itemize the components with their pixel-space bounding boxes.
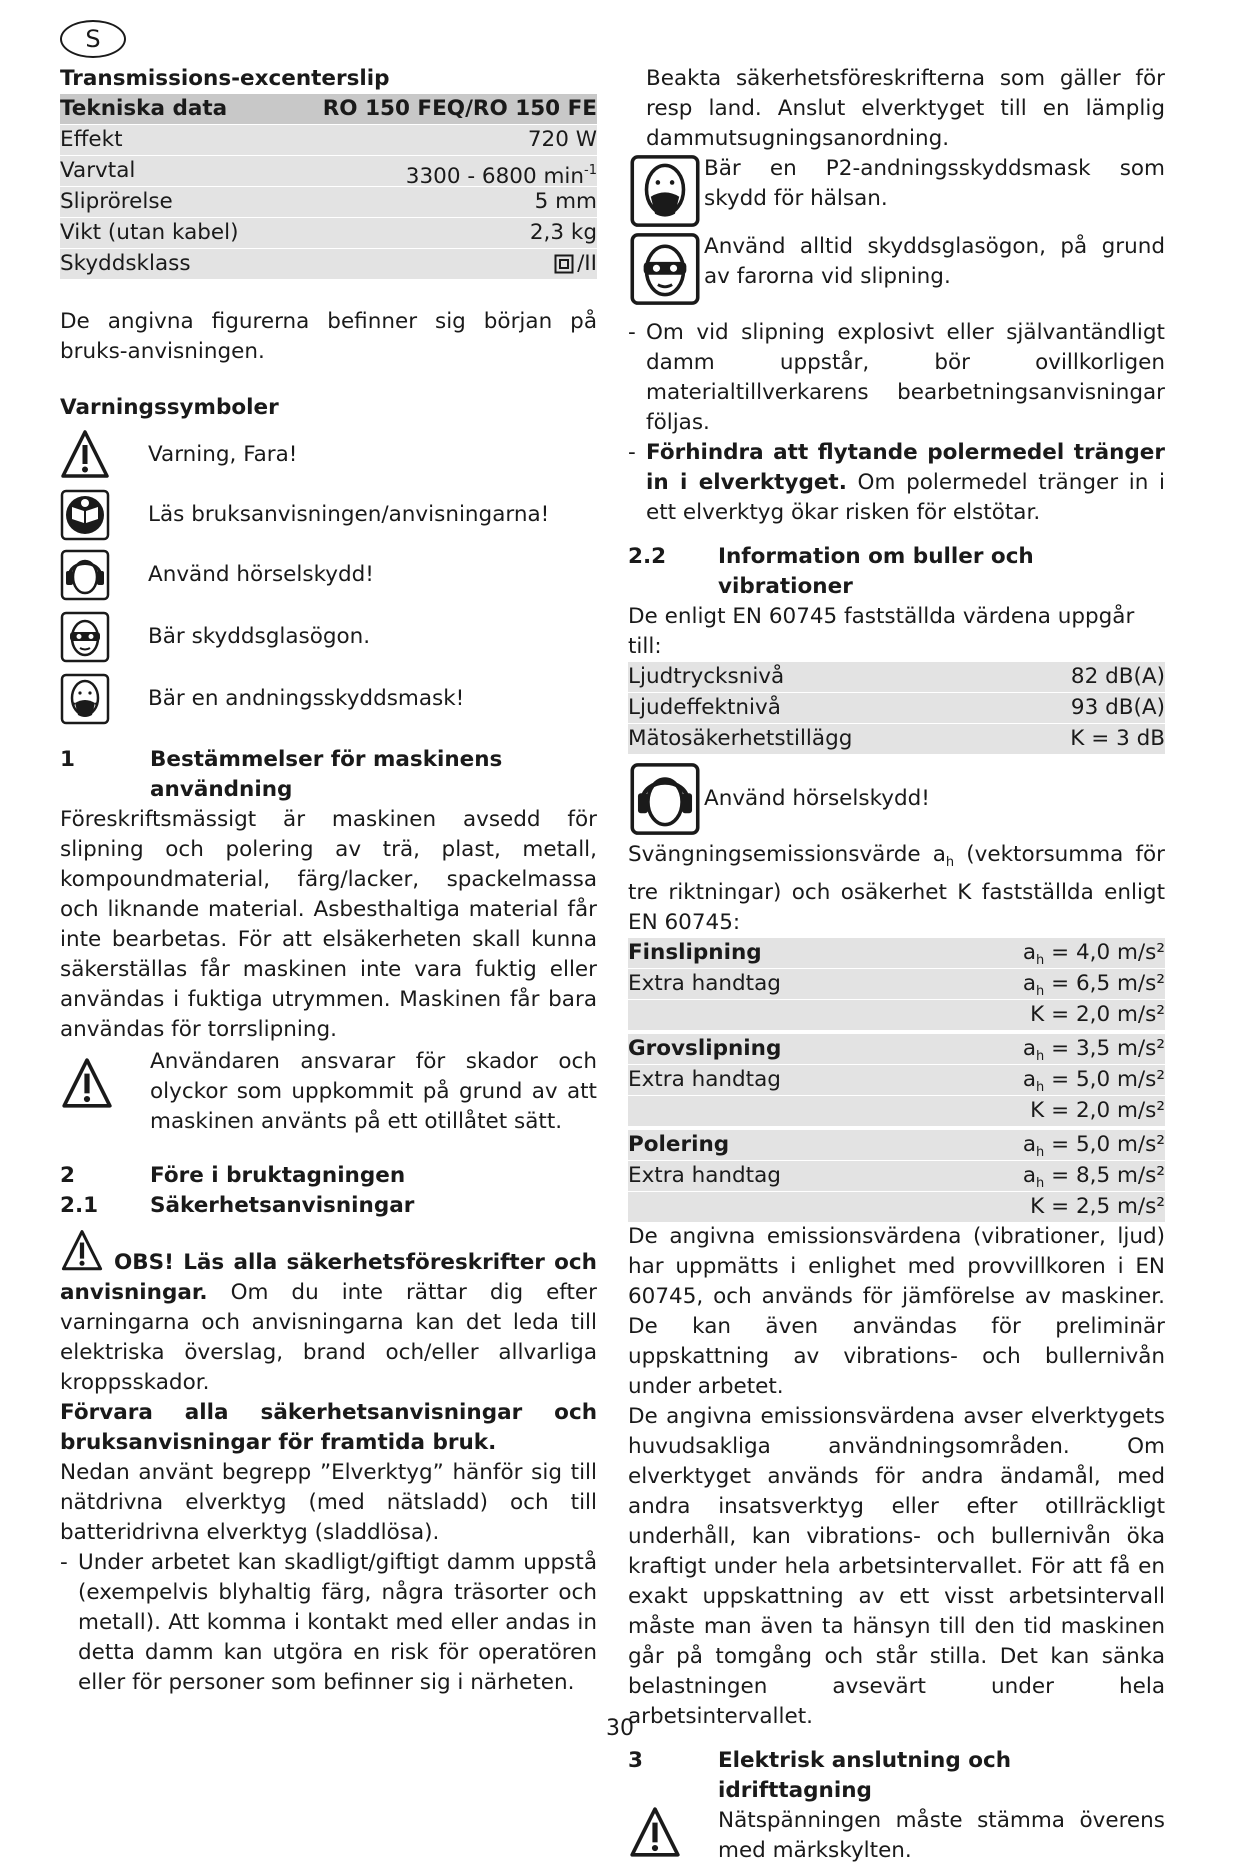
tech-row-value: 2,3 kg bbox=[529, 220, 597, 245]
section-title: Elektrisk anslutning och idrifttagning bbox=[718, 1748, 1012, 1803]
warning-symbol-row bbox=[60, 611, 597, 663]
vibration-row bbox=[628, 1000, 1165, 1030]
safety-goggles-icon bbox=[60, 611, 110, 663]
tech-row-label: Skyddsklass bbox=[60, 251, 191, 276]
noise-row bbox=[628, 693, 1165, 724]
section-3-heading bbox=[628, 1746, 1165, 1806]
vibration-row bbox=[628, 938, 1165, 969]
bullet-item: - Om vid slipning explosivt eller självantändligt damm uppstår, bör ovillkorligen materialtillverkarens bearbetningsanvisningar följas. bbox=[628, 318, 1165, 438]
bullet-text: Om vid slipning explosivt eller självantändligt damm uppstår, bör ovillkorligen materialtillverkarens bearbetningsanvisningar följas. bbox=[646, 320, 1165, 435]
vibration-mode: Grovslipning bbox=[628, 1036, 782, 1061]
warning-triangle-icon bbox=[60, 1057, 114, 1111]
ear-protection-instruction bbox=[628, 762, 1165, 836]
section-2-heading bbox=[60, 1161, 597, 1191]
obs-bold-text: OBS! Läs alla säkerhetsföreskrifter och anvisningar. bbox=[60, 1250, 597, 1305]
warning-symbol-row bbox=[60, 489, 597, 541]
ear-protection-icon bbox=[628, 762, 702, 836]
warning-symbols-heading: Varningssymboler bbox=[60, 395, 279, 420]
noise-row bbox=[628, 662, 1165, 693]
warning-symbol-text: Bär en andningsskyddsmask! bbox=[148, 686, 465, 711]
warning-triangle-icon bbox=[60, 429, 110, 481]
warning-symbol-row bbox=[60, 673, 597, 725]
read-manual-icon bbox=[60, 489, 110, 541]
dust-mask-icon bbox=[60, 673, 110, 725]
tech-row bbox=[60, 156, 597, 187]
uncertainty-value: K = 2,5 m/s² bbox=[1030, 1194, 1165, 1219]
a-symbol: a bbox=[1022, 1036, 1037, 1061]
tech-data-header-model: RO 150 FEQ/RO 150 FE bbox=[322, 96, 597, 121]
section-title: Före i bruktagningen bbox=[150, 1163, 406, 1188]
tech-row-label: Vikt (utan kabel) bbox=[60, 220, 239, 245]
vibration-mode: Finslipning bbox=[628, 940, 762, 965]
left-column bbox=[60, 64, 597, 1698]
tech-row-value: 3300 - 6800 min bbox=[405, 164, 585, 189]
tech-row-value: 5 mm bbox=[534, 189, 597, 214]
bullet-rest-text: Om polermedel tränger in i ett elverktyg ökar risken för elstötar. bbox=[646, 470, 1165, 525]
a-symbol: a bbox=[1022, 1132, 1037, 1157]
warning-symbol-row bbox=[60, 429, 597, 481]
vibration-value: = 3,5 m/s² bbox=[1051, 1036, 1165, 1061]
section-title: Bestämmelser för maskinens användning bbox=[150, 747, 503, 802]
double-insulation-icon bbox=[554, 254, 574, 274]
h-subscript: h bbox=[1036, 1176, 1045, 1191]
vibration-extra-label: Extra handtag bbox=[628, 1163, 781, 1188]
tech-data-header bbox=[60, 94, 597, 125]
goggles-text: Använd alltid skyddsglasögon, på grund av farorna vid slipning. bbox=[704, 234, 1165, 289]
a-symbol: a bbox=[1022, 940, 1037, 965]
p2-mask-text: Bär en P2-andningsskyddsmask som skydd för hälsan. bbox=[704, 156, 1165, 211]
section-number: 3 bbox=[628, 1748, 643, 1773]
tech-row bbox=[60, 218, 597, 249]
ear-protection-icon bbox=[60, 549, 110, 601]
warning-symbol-text: Varning, Fara! bbox=[148, 442, 298, 467]
vibration-intro-sub: h bbox=[945, 855, 955, 870]
vibration-intro-b: (vektorsumma för tre riktningar) och osäkerhet K fastställda enligt EN 60745: bbox=[628, 842, 1165, 935]
vibration-table bbox=[628, 938, 1165, 1222]
tech-data-header-label: Tekniska data bbox=[60, 96, 228, 121]
vibration-row bbox=[628, 1096, 1165, 1126]
warning-text: Användaren ansvarar för skador och olyckor som uppkommit på grund av att maskinen använts på ett otillåtet sätt. bbox=[150, 1049, 597, 1134]
uncertainty-value: K = 2,0 m/s² bbox=[1030, 1002, 1165, 1027]
h-subscript: h bbox=[1036, 1145, 1045, 1160]
a-symbol: a bbox=[1022, 971, 1037, 996]
warning-symbol-text: Läs bruksanvisningen/anvisningarna! bbox=[148, 502, 550, 527]
emission-paragraph-2: De angivna emissionsvärdena avser elverktygets huvudsakliga användningsområden. Om elverktyget används för andra ändamål, med andra insatsverktyg eller efter otillräckligt underhåll, kan vibrations- och bullernivån öka kraftigt under hela arbetsintervallet. För att få en exakt uppskattning av ett visst arbetsintervall måste man även ta hänsyn till den tid maskinen går på tomgång och står stilla. Det kan sänka belastningen avsevärt under hela arbetsintervallet. bbox=[628, 1404, 1165, 1729]
section-number: 2.2 bbox=[628, 544, 667, 569]
term-definition: Nedan använt begrepp ”Elverktyg” hänför sig till nätdrivna elverktyg (med nätsladd) och till batteridrivna elverktyg (sladdlösa). bbox=[60, 1460, 597, 1545]
emission-paragraph-1: De angivna emissionsvärdena (vibrationer, ljud) har uppmätts i enlighet med provvillkoren i EN 60745, och används för jämförelse av maskiner. De kan även användas för preliminär uppskattning av vibrations- och bullernivån under arbetet. bbox=[628, 1224, 1165, 1399]
bullet-text: Under arbetet kan skadligt/giftigt damm uppstå (exempelvis blyhaltig färg, några träsorter och metall). Att komma i kontakt med eller andas in detta damm kan utgöra en risk för operatören eller för personer som befinner sig i närheten. bbox=[78, 1550, 597, 1695]
obs-text: Om du inte rättar dig efter varningarna och anvisningarna kan det leda till elektriska överslag, brand och/eller allvarliga kroppsskador. bbox=[60, 1280, 597, 1395]
vibration-group bbox=[628, 1034, 1165, 1126]
vibration-extra-label: Extra handtag bbox=[628, 971, 781, 996]
tech-row-label: Varvtal bbox=[60, 158, 136, 183]
section-1-heading bbox=[60, 745, 597, 805]
noise-table bbox=[628, 662, 1165, 754]
vibration-intro-a: Svängningsemissionsvärde a bbox=[628, 842, 946, 867]
vibration-row bbox=[628, 1034, 1165, 1065]
tech-row-label: Effekt bbox=[60, 127, 123, 152]
section-number: 2.1 bbox=[60, 1193, 99, 1218]
product-title: Transmissions-excenterslip bbox=[60, 66, 390, 91]
section-number: 2 bbox=[60, 1163, 75, 1188]
warning-triangle-icon bbox=[628, 1806, 682, 1860]
noise-intro: De enligt EN 60745 fastställda värdena uppgår till: bbox=[628, 604, 1135, 659]
a-symbol: a bbox=[1022, 1067, 1037, 1092]
noise-label: Ljudeffektnivå bbox=[628, 695, 781, 720]
tech-row-label: Sliprörelse bbox=[60, 189, 173, 214]
vibration-value: = 4,0 m/s² bbox=[1051, 940, 1165, 965]
section-1-body: Föreskriftsmässigt är maskinen avsedd för slipning och polering av trä, plast, metall, kompoundmaterial, färg/lacker, spackelmassa och liknande material. Asbesthaltiga material får inte bearbetas. För att elsäkerheten skall kunna säkerställas får maskinen inte vara fuktig eller användas i fuktiga utrymmen. Maskinen får bara användas för torrslipning. bbox=[60, 807, 597, 1042]
ear-protection-text: Använd hörselskydd! bbox=[704, 786, 930, 811]
vibration-value: = 5,0 m/s² bbox=[1051, 1132, 1165, 1157]
h-subscript: h bbox=[1036, 1080, 1045, 1095]
tech-row bbox=[60, 187, 597, 218]
page-number: 30 bbox=[606, 1716, 634, 1741]
warning-triangle-icon bbox=[60, 1229, 104, 1273]
section-number: 1 bbox=[60, 747, 75, 772]
language-badge: S bbox=[60, 20, 126, 58]
vibration-value: = 6,5 m/s² bbox=[1051, 971, 1165, 996]
uncertainty-value: K = 2,0 m/s² bbox=[1030, 1098, 1165, 1123]
goggles-instruction bbox=[628, 232, 1165, 306]
section-title: Information om buller och vibrationer bbox=[718, 544, 1034, 599]
vibration-row bbox=[628, 969, 1165, 1000]
dust-mask-icon bbox=[628, 154, 702, 228]
tech-data-table bbox=[60, 94, 597, 279]
tech-row-value-exponent: -1 bbox=[584, 163, 597, 178]
vibration-group bbox=[628, 1130, 1165, 1222]
country-rules-paragraph: Beakta säkerhetsföreskrifterna som gäller för resp land. Anslut elverktyget till en lämplig dammutsugningsanordning. bbox=[646, 66, 1165, 151]
vibration-extra-label: Extra handtag bbox=[628, 1067, 781, 1092]
section-3-text: Nätspänningen måste stämma överens med märkskylten. bbox=[718, 1808, 1165, 1863]
section-3-warning bbox=[628, 1806, 1165, 1866]
noise-label: Ljudtrycksnivå bbox=[628, 664, 785, 689]
bullet-item: - Under arbetet kan skadligt/giftigt damm uppstå (exempelvis blyhaltig färg, några träsorter och metall). Att komma i kontakt med eller andas in detta damm kan utgöra en risk för operatören eller för personer som befinner sig i närheten. bbox=[60, 1548, 597, 1698]
bullet-item: - Förhindra att flytande polermedel tränger in i elverktyget. Om polermedel tränger in i ett elverktyg ökar risken för elstötar. bbox=[628, 438, 1165, 528]
warning-symbol-row bbox=[60, 549, 597, 601]
noise-label: Mätosäkerhetstillägg bbox=[628, 726, 853, 751]
warning-symbol-text: Bär skyddsglasögon. bbox=[148, 624, 371, 649]
p2-mask-instruction bbox=[628, 154, 1165, 228]
noise-row bbox=[628, 724, 1165, 754]
keep-instructions: Förvara alla säkerhetsanvisningar och bruksanvisningar för framtida bruk. bbox=[60, 1400, 597, 1455]
vibration-group bbox=[628, 938, 1165, 1030]
vibration-row bbox=[628, 1065, 1165, 1096]
tech-row bbox=[60, 125, 597, 156]
section-title: Säkerhetsanvisningar bbox=[150, 1193, 415, 1218]
safety-goggles-icon bbox=[628, 232, 702, 306]
section-2-2-heading bbox=[628, 542, 1165, 602]
figures-note: De angivna figurerna befinner sig början på bruks-anvisningen. bbox=[60, 309, 597, 364]
bullet-text bbox=[646, 438, 1165, 528]
vibration-value: = 5,0 m/s² bbox=[1051, 1067, 1165, 1092]
h-subscript: h bbox=[1036, 984, 1045, 999]
noise-value: 82 dB(A) bbox=[1070, 664, 1165, 689]
bullet-bold-text: Förhindra att flytande polermedel tränger in i elverktyget. bbox=[646, 440, 1165, 495]
h-subscript: h bbox=[1036, 1049, 1045, 1064]
vibration-intro bbox=[628, 840, 1165, 938]
vibration-row bbox=[628, 1192, 1165, 1222]
warning-symbol-text: Använd hörselskydd! bbox=[148, 562, 374, 587]
a-symbol: a bbox=[1022, 1163, 1037, 1188]
right-column bbox=[628, 64, 1165, 1866]
section-1-warning bbox=[60, 1047, 597, 1137]
vibration-value: = 8,5 m/s² bbox=[1051, 1163, 1165, 1188]
noise-value: 93 dB(A) bbox=[1070, 695, 1165, 720]
tech-row bbox=[60, 249, 597, 279]
tech-row-value: /II bbox=[577, 251, 597, 276]
vibration-row bbox=[628, 1130, 1165, 1161]
section-2-1-heading bbox=[60, 1191, 597, 1221]
vibration-row bbox=[628, 1161, 1165, 1192]
vibration-mode: Polering bbox=[628, 1132, 730, 1157]
tech-row-value: 720 W bbox=[527, 127, 597, 152]
h-subscript: h bbox=[1036, 953, 1045, 968]
safety-obs-paragraph bbox=[60, 1229, 597, 1398]
noise-value: K = 3 dB bbox=[1070, 726, 1165, 751]
